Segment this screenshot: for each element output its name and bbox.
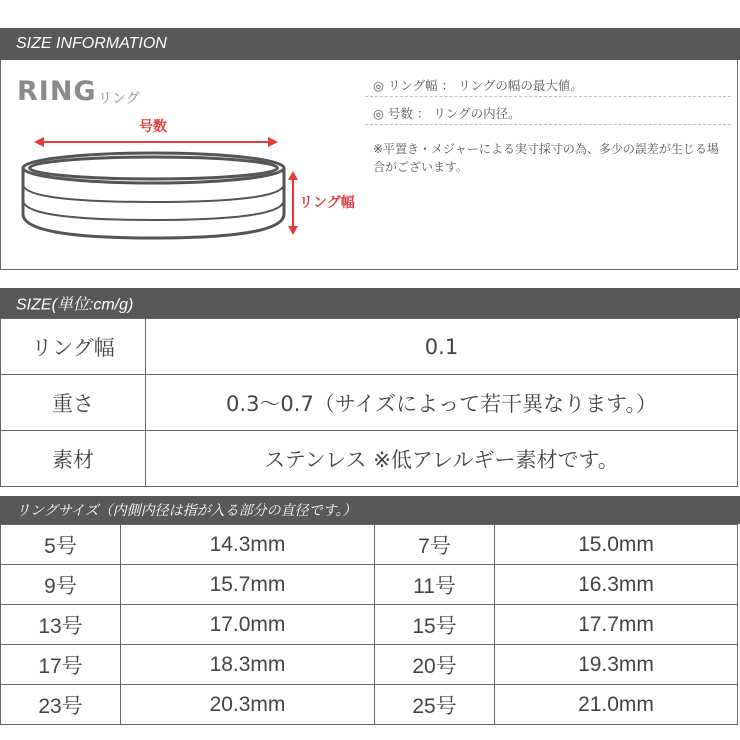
ring-subtitle: リング [98, 91, 140, 107]
ring-size-number: 25号 [375, 685, 495, 725]
ring-size-number: 5号 [1, 525, 121, 565]
ring-size-diameter: 17.7mm [495, 605, 738, 645]
row-value: ステンレス ※低アレルギー素材です。 [146, 431, 738, 487]
ring-size-number: 23号 [1, 685, 121, 725]
ring-title: RING [17, 76, 97, 107]
row-value: 0.1 [146, 319, 738, 375]
ring-size-number: 20号 [375, 645, 495, 685]
ring-size-table [0, 524, 738, 725]
row-value: 0.3～0.7（サイズによって若干異なります。） [146, 375, 738, 431]
ring-size-diameter: 18.3mm [121, 645, 375, 685]
size-header [0, 288, 740, 318]
ring-size-header [0, 496, 740, 524]
ring-size-number: 9号 [1, 565, 121, 605]
ring-diagram-panel [0, 60, 738, 270]
note-ring-width: ◎ リング幅 ： リングの幅の最大値。 [373, 78, 583, 93]
size-information-title: SIZE INFORMATION [16, 35, 167, 52]
ring-size-diameter: 15.7mm [121, 565, 375, 605]
note-ring-size: ◎ 号数 ： リングの内径。 [373, 106, 521, 121]
note-divider [365, 96, 731, 97]
diameter-arrow-left-head [34, 137, 44, 147]
row-label: リング幅 [1, 319, 146, 375]
ring-size-diameter: 16.3mm [495, 565, 738, 605]
diameter-label: 号数 [139, 119, 167, 135]
ring-shape [23, 153, 284, 238]
size-information-header [0, 28, 740, 60]
ring-size-diameter: 15.0mm [495, 525, 738, 565]
ring-size-title: リングサイズ（内側内径は指が入る部分の直径です。） [16, 502, 357, 518]
ring-size-diameter: 20.3mm [121, 685, 375, 725]
table-row [1, 525, 738, 565]
row-label: 重さ [1, 375, 146, 431]
size-title: SIZE(単位:cm/g) [16, 296, 134, 314]
width-arrow-bottom-head [288, 226, 298, 235]
ring-size-diameter: 14.3mm [121, 525, 375, 565]
diameter-arrow-right-head [268, 137, 278, 147]
width-label: リング幅 [299, 195, 355, 211]
note-divider [365, 124, 731, 125]
table-row [1, 645, 738, 685]
row-label: 素材 [1, 431, 146, 487]
table-row [1, 605, 738, 645]
ring-size-diameter: 21.0mm [495, 685, 738, 725]
table-row [1, 685, 738, 725]
ring-size-diameter: 17.0mm [121, 605, 375, 645]
ring-size-number: 13号 [1, 605, 121, 645]
table-row [1, 375, 738, 431]
ring-illustration [1, 60, 361, 270]
size-table [0, 318, 738, 487]
ring-size-number: 15号 [375, 605, 495, 645]
note-measurement-warning: ※平置き・メジャーによる実寸採寸の為、多少の誤差が生じる場合がございます。 [373, 142, 719, 174]
table-row [1, 431, 738, 487]
ring-size-number: 7号 [375, 525, 495, 565]
ring-size-diameter: 19.3mm [495, 645, 738, 685]
ring-size-number: 17号 [1, 645, 121, 685]
table-row [1, 565, 738, 605]
table-row [1, 319, 738, 375]
ring-size-number: 11号 [375, 565, 495, 605]
width-arrow-top-head [288, 171, 298, 180]
